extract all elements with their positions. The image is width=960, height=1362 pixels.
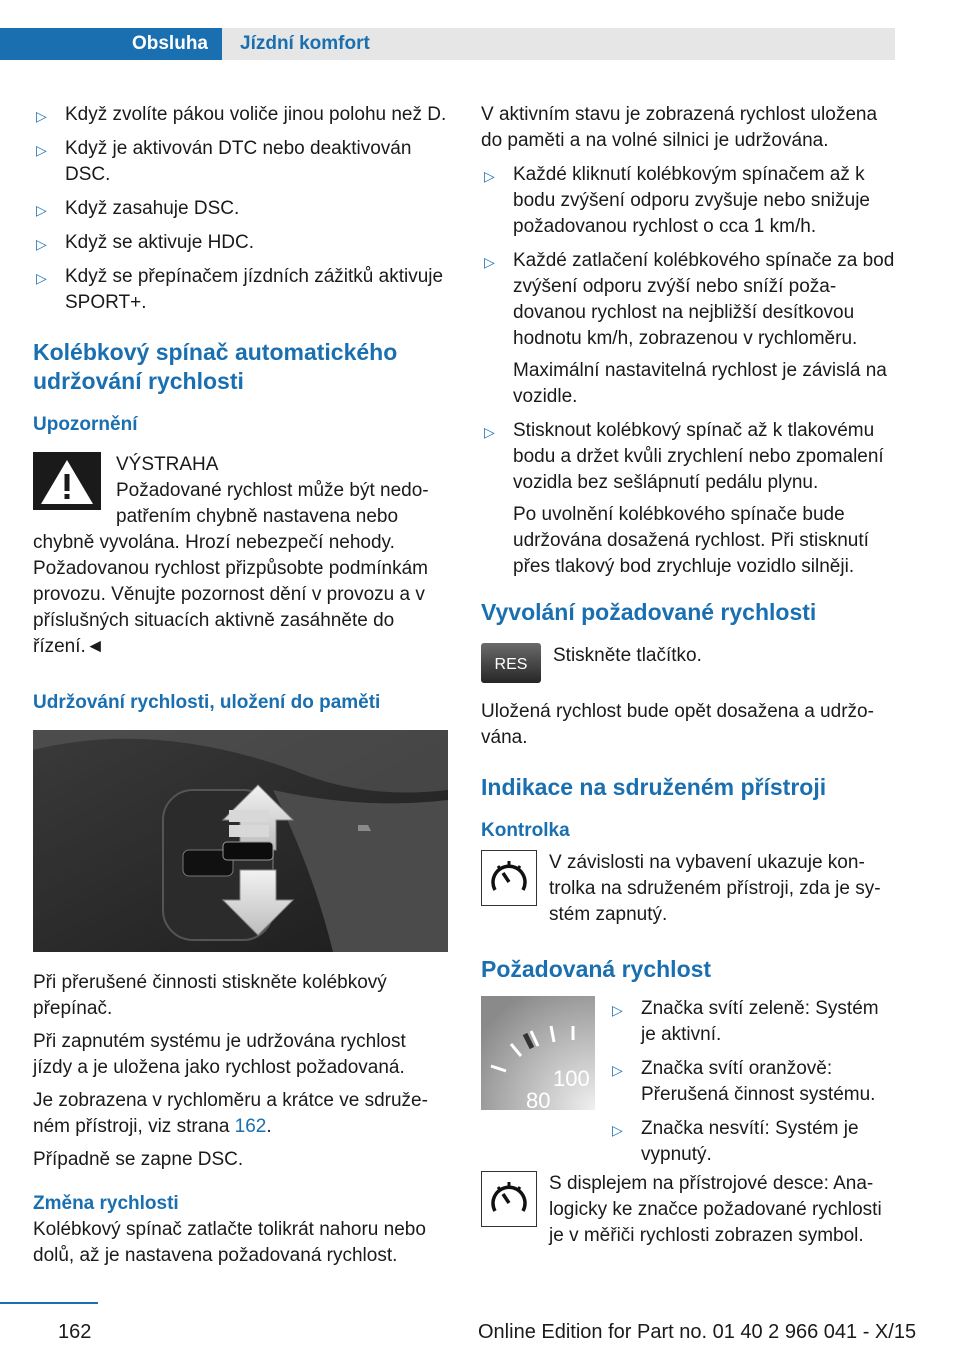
heading-keep-speed: Udržování rychlosti, uložení do paměti <box>33 692 381 713</box>
list-item <box>609 996 895 1048</box>
bullet-triangle-icon: ▷ <box>612 1002 623 1018</box>
page-number: 162 <box>58 1321 92 1343</box>
para-change: Kolébkový spínač zatlačte tolikrát nahoru nebo dolů, až je nastavena požadovaná rychlost. <box>33 1219 426 1266</box>
cruise-control-speedometer-icon <box>481 1171 537 1227</box>
list-item <box>481 162 895 240</box>
left-column <box>33 102 448 1276</box>
list-item-text: Když zvolíte pákou voliče jinou polohu než D. <box>65 104 447 125</box>
header-tabs <box>0 28 895 60</box>
list-item <box>481 418 895 580</box>
list-item-text: Značka svítí zeleně: Systém je aktivní. <box>641 998 879 1045</box>
bullet-triangle-icon: ▷ <box>36 108 47 124</box>
heading-instrument-cluster: Indikace na sdruženém přístroji <box>481 774 827 800</box>
list-item-text: Stisknout kolébkový spínač až k tlakovému bodu a držet kvůli zrychlení nebo zpomalení vozidla bez sešlápnutí pedálu plynu. <box>513 420 884 493</box>
para-shown <box>33 1088 448 1140</box>
list-item-text: Každé kliknutí kolébkovým spínačem až k bodu zvýšení odporu zvyšuje nebo snižuje požadovanou rychlost o cca 1 km/h. <box>513 164 871 237</box>
bullet-triangle-icon: ▷ <box>612 1122 623 1138</box>
display-row <box>481 1171 895 1256</box>
tab-jizdni-komfort-label: Jízdní komfort <box>240 33 370 54</box>
para-active: V aktivním stavu je zobrazená rychlost uložena do paměti a na volné silnici je udržována. <box>481 104 878 151</box>
res-button-icon[interactable] <box>481 643 541 683</box>
warning-triangle-icon <box>33 452 101 510</box>
bullet-triangle-icon: ▷ <box>484 168 495 184</box>
list-item-text: Každé zatlačení kolébkového spínače za bod zvýšení odporu zvýší nebo sníží požadovanou rychlost na nejbližší desítkovou hodnotu km/h, zobrazenou v rychloměru. <box>513 250 895 349</box>
list-item <box>33 230 448 256</box>
list-item <box>33 102 448 128</box>
desired-speed-block <box>481 996 895 1171</box>
res-button-label: RES <box>494 656 528 673</box>
bullet-triangle-icon: ▷ <box>36 236 47 252</box>
list-item-note: Po uvolnění kolébkového spínače bude udržována dosažená rychlost. Při stisknutí přes tlakový bod zrychluje vozidlo silněji. <box>513 504 869 577</box>
gauge-label-100: 100 <box>553 1066 590 1091</box>
indicator-row <box>481 850 895 935</box>
list-item <box>33 136 448 188</box>
list-item <box>33 264 448 316</box>
cruise-control-speedometer-icon <box>481 850 537 906</box>
list-item-text: Když je aktivován DTC nebo deaktivován DSC. <box>65 138 412 185</box>
status-list <box>609 996 895 1176</box>
heading-desired-speed: Požadovaná rychlost <box>481 956 712 982</box>
tab-obsluha-label: Obsluha <box>131 33 208 54</box>
para-indicator: V závislosti na vybavení ukazuje kontrolka na sdruženém přístroji, zda je systém zapnutý. <box>549 852 881 925</box>
heading-recall-speed: Vyvolání požadované rychlosti <box>481 599 817 625</box>
bullet-triangle-icon: ▷ <box>484 254 495 270</box>
deactivation-list <box>33 102 448 316</box>
para-shown-text: Je zobrazena v rychloměru a krátce ve sdruženém přístroji, viz strana <box>33 1090 428 1137</box>
list-item-text: Značka svítí oranžově: Přerušená činnost systému. <box>641 1058 876 1105</box>
edition-footer: Online Edition for Part no. 01 40 2 966 041 - X/15 <box>478 1321 917 1343</box>
list-item-text: Když se přepínačem jízdních zážitků aktivuje SPORT+. <box>65 266 444 313</box>
tab-obsluha[interactable] <box>0 28 222 60</box>
tab-jizdni-komfort[interactable] <box>222 28 895 60</box>
bullet-triangle-icon: ▷ <box>36 270 47 286</box>
heading-indicator: Kontrolka <box>481 820 570 841</box>
bullet-triangle-icon: ▷ <box>36 142 47 158</box>
warning-block <box>33 452 448 660</box>
list-item-text: Značka nesvítí: Systém je vypnutý. <box>641 1118 859 1165</box>
right-column <box>481 102 895 1266</box>
para-press: Stiskněte tlačítko. <box>553 645 702 666</box>
bullet-triangle-icon: ▷ <box>36 202 47 218</box>
warning-text: Požadované rychlost může být nedopatřením chybně nastavena nebo chybně vyvolána. Hrozí nebezpečí nehody. Požadovanou rychlost přizpůsobte podmínkám provozu. Věnujte pozornost dění v provozu a v příslušných situacích aktivně zasáhněte do řízení.◄ <box>33 480 429 657</box>
para-interrupt: Při přerušené činnosti stiskněte kolébkový přepínač. <box>33 972 387 1019</box>
heading-change-speed: Změna rychlosti <box>33 1193 179 1214</box>
list-item-note: Maximální nastavitelná rychlost je závislá na vozidle. <box>513 360 887 407</box>
speedometer-photo <box>481 996 595 1110</box>
footer-divider <box>0 1302 98 1304</box>
list-item-text: Když zasahuje DSC. <box>65 198 240 219</box>
res-row <box>481 643 895 687</box>
list-item <box>609 1116 895 1168</box>
para-stored: Uložená rychlost bude opět dosažena a udržována. <box>481 701 874 748</box>
adjust-list <box>481 162 895 580</box>
heading-warning: Upozornění <box>33 414 138 435</box>
warning-title: VÝSTRAHA <box>116 454 219 475</box>
para-shown-end: . <box>266 1116 272 1137</box>
para-display: S displejem na přístrojové desce: Analogicky ke značce požadované rychlosti je v měřiči rychlosti zobrazen symbol. <box>549 1173 882 1246</box>
page-link[interactable]: 162 <box>234 1116 267 1137</box>
gauge-label-80: 80 <box>526 1088 551 1110</box>
list-item <box>609 1056 895 1108</box>
list-item <box>481 248 895 410</box>
bullet-triangle-icon: ▷ <box>612 1062 623 1078</box>
heading-rocker-switch: Kolébkový spínač automatického udržování rychlosti <box>33 339 398 394</box>
steering-wheel-rocker-photo <box>33 730 448 952</box>
para-system-on: Při zapnutém systému je udržována rychlost jízdy a je uložena jako rychlost požadovaná. <box>33 1031 406 1078</box>
bullet-triangle-icon: ▷ <box>484 424 495 440</box>
list-item <box>33 196 448 222</box>
list-item-text: Když se aktivuje HDC. <box>65 232 255 253</box>
para-dsc: Případně se zapne DSC. <box>33 1149 244 1170</box>
